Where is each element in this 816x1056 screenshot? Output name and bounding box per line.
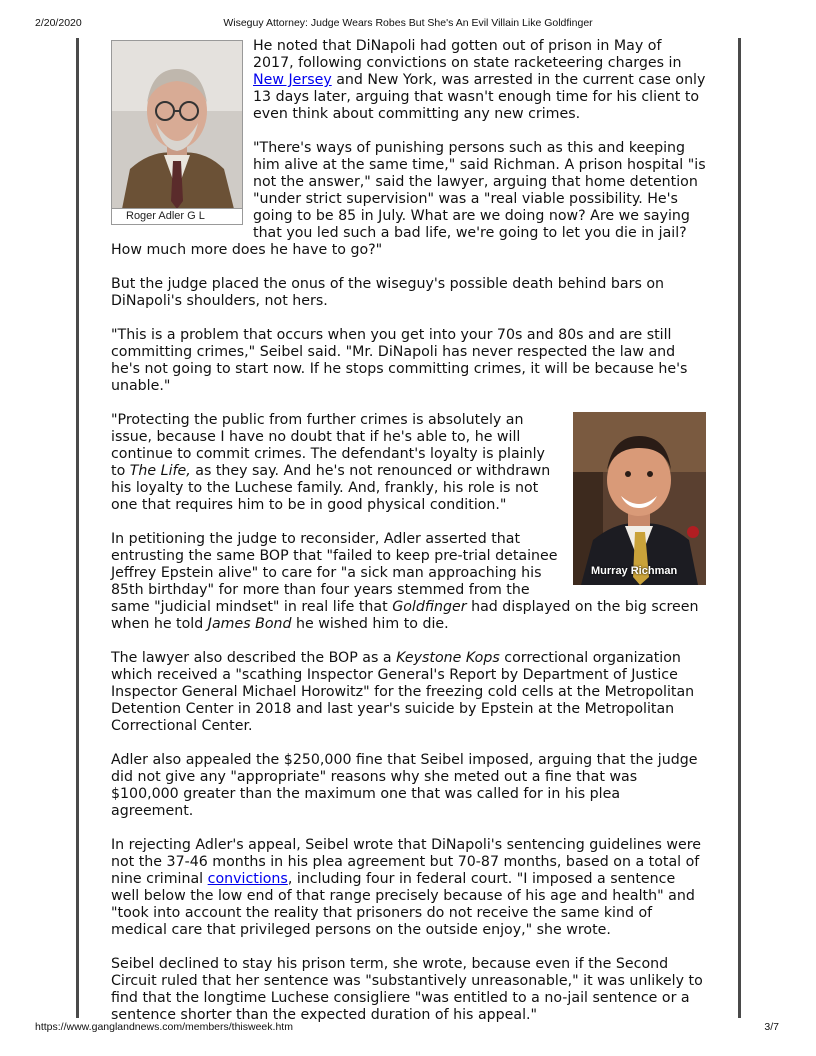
paragraph-5: "Protecting the public from further crimes is absolutely an issue, because I have no doubt that if he's able to, he will continue to commit crimes. The defendant's loyalty is plainly to The Life, as they say. And he's not renounced or withdrawn his loyalty to the Luchese family. And, frankly, his role is not one that requires him to be in good physical condition." [111,412,551,513]
paragraph-1: He noted that DiNapoli had gotten out of prison in May of 2017, following convictions on state racketeering charges in New Jersey and New York, was arrested in the current case only 13 days later, arguing that wasn't enough time for his client to even think about committing any new crimes. [253,38,706,122]
paragraph-4: "This is a problem that occurs when you get into your 70s and 80s and are still committing crimes," Seibel said. "Mr. DiNapoli has never respected the law and he's not going to start now. If he stops committing crimes, it will be because he's unable." [111,327,688,394]
print-url: https://www.ganglandnews.com/members/thisweek.htm [35,1021,293,1033]
article-body [111,38,706,1041]
paragraph-3: But the judge placed the onus of the wiseguy's possible death behind bars on DiNapoli's shoulders, not hers. [111,276,665,309]
paragraph-2: "There's ways of punishing persons such as this and keeping him alive at the same time," said Richman. A prison hospital "is not the answer," said the lawyer, arguing that home detention "under strict supervision" was a "real viable possibility. He's going to be 85 in July. What are we doing now? Are we saying that you led such a bad life, we're going to let you die in jail? How much more does he have to go?" [111,140,706,258]
convictions-link[interactable]: convictions [207,871,288,887]
left-column-rule [76,38,79,1018]
roger-adler-portrait-image [112,41,242,209]
new-jersey-link[interactable]: New Jersey [253,72,332,88]
page-number: 3/7 [764,1021,779,1033]
roger-adler-caption: Roger Adler G L [112,208,242,224]
murray-richman-portrait-image [573,412,706,585]
print-title: Wiseguy Attorney: Judge Wears Robes But She's An Evil Villain Like Goldfinger [223,17,593,29]
murray-richman-caption: Murray Richman [591,565,678,577]
paragraph-9: In rejecting Adler's appeal, Seibel wrote that DiNapoli's sentencing guidelines were not the 37-46 months in his plea agreement but 70-87 months, based on a total of nine criminal convictions, including four in federal court. "I imposed a sentence well below the low end of that range precisely because of his age and health" and "took into account the reality that prisoners do not receive the same kind of medical care that privileged persons on the outside enjoy," she wrote. [111,837,702,938]
paragraph-7: The lawyer also described the BOP as a Keystone Kops correctional organization which received a "scathing Inspector General's Report by Department of Justice Inspector General Michael Horowitz" for the freezing cold cells at the Metropolitan Detention Center in 2018 and last year's suicide by Epstein at the Metropolitan Correctional Center. [111,650,695,734]
print-date: 2/20/2020 [35,17,82,29]
print-header [0,17,816,31]
murray-richman-photo [573,412,706,585]
paragraph-6: In petitioning the judge to reconsider, Adler asserted that entrusting the same BOP that "failed to keep pre-trial detainee Jeffrey Epstein alive" to care for "a sick man approaching his 85th birthday" for more than four years stemmed from the same "judicial mindset" in real life that Goldfinger had displayed on the big screen when he told James Bond he wished him to die. [111,531,699,632]
paragraph-10: Seibel declined to stay his prison term, she wrote, because even if the Second Circuit ruled that her sentence was "substantively unreasonable," it was unlikely to find that the longtime Luchese consigliere "was entitled to a no-jail sentence or a sentence shorter than the expected duration of his appeal." [111,956,703,1023]
roger-adler-photo [111,40,243,225]
paragraph-8: Adler also appealed the $250,000 fine that Seibel imposed, arguing that the judge did not give any "appropriate" reasons why she meted out a fine that was $100,000 greater than the maximum one that was called for in his plea agreement. [111,752,698,819]
print-footer [0,1021,816,1035]
right-column-rule [738,38,741,1018]
